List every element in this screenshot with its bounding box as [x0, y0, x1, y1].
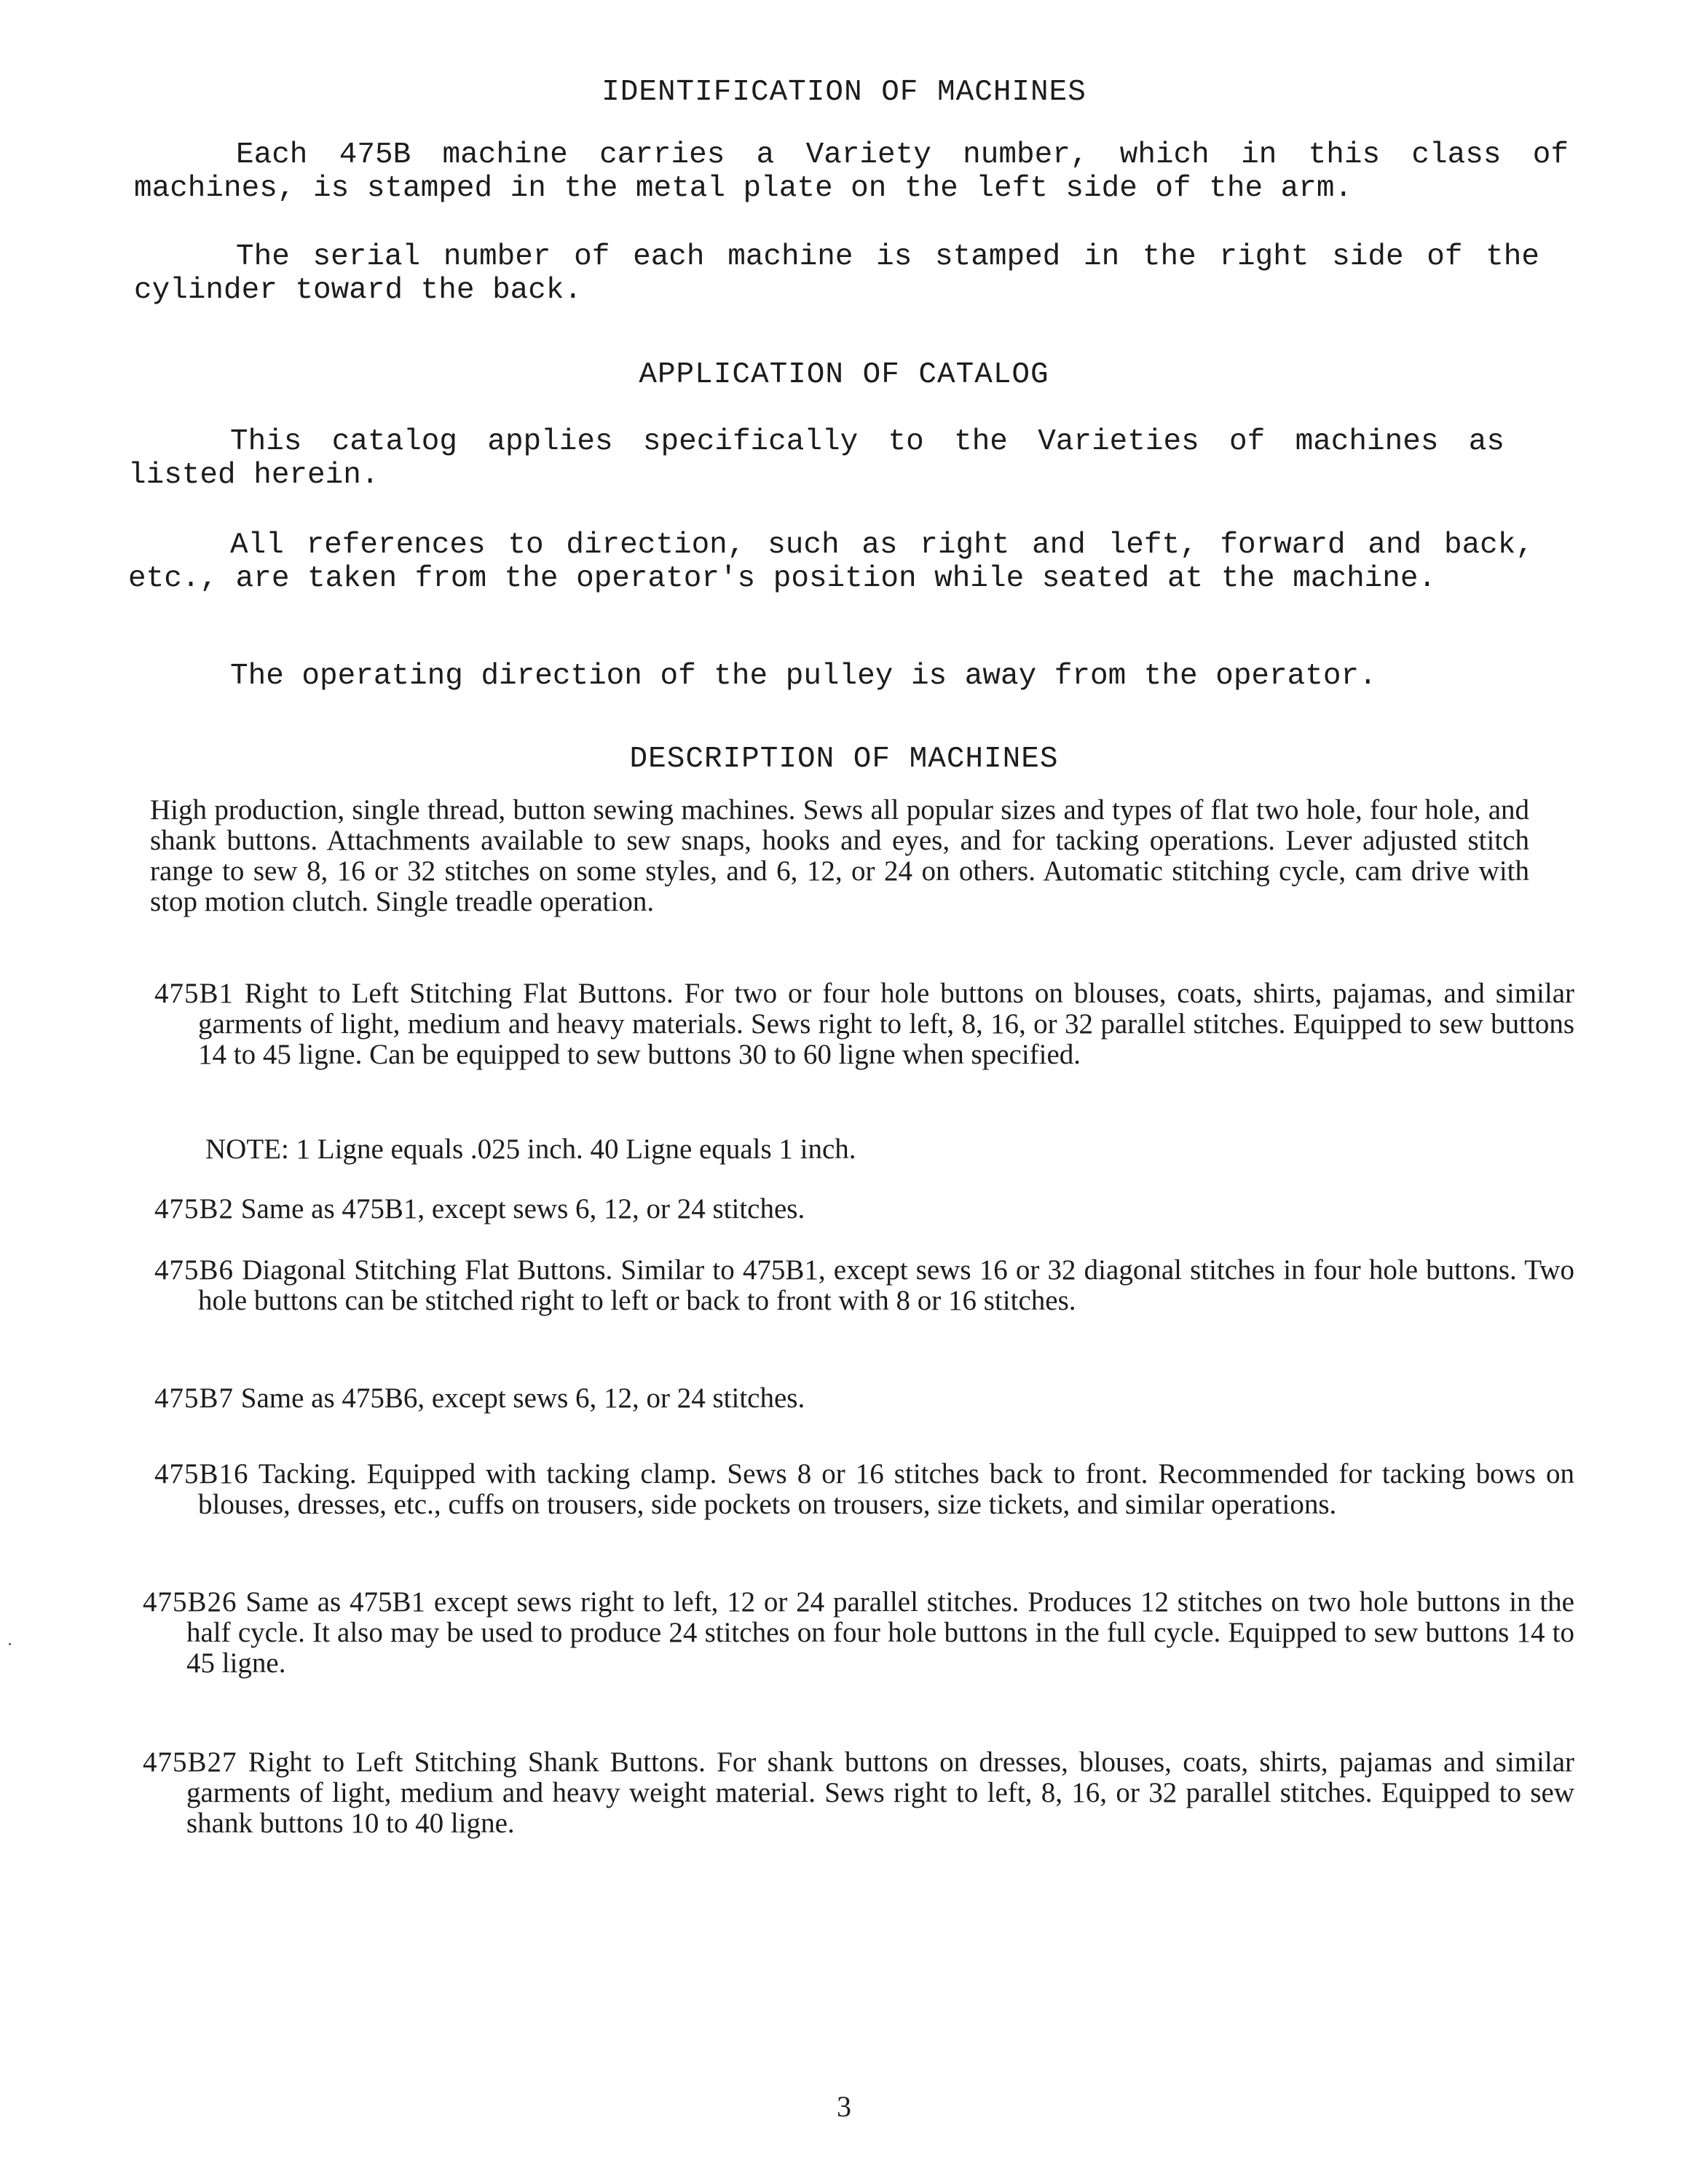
entry-475B7 [154, 1383, 1574, 1414]
identification-paragraph-1: Each 475B machine carries a Variety number, which in this class of machines, is stamped in the metal plate on the left side of the arm. [134, 138, 1569, 205]
application-paragraph-1: This catalog applies specifically to the Varieties of machines as listed herein. [128, 425, 1504, 492]
application-heading: APPLICATION OF CATALOG [639, 358, 1049, 392]
page-number: 3 [837, 2090, 851, 2123]
scan-speck [9, 1643, 11, 1645]
entry-text: NOTE: 1 Ligne equals .025 inch. 40 Ligne equals 1 inch. [205, 1133, 856, 1165]
entry-475B6 [154, 1255, 1574, 1316]
entry-text: Same as 475B1, except sews 6, 12, or 24 stitches. [240, 1193, 805, 1224]
entry-475B2 [154, 1194, 1574, 1224]
entry-text: Same as 475B1 except sews right to left, 12 or 24 parallel stitches. Produces 12 stitches on two hole buttons in the half cycle. It also may be used to produce 24 stitches on four hole buttons in the full cycle. Equipped to sew buttons 14 to 45 ligne. [186, 1586, 1574, 1679]
entry-code: 475B2 [154, 1193, 234, 1224]
entry-code: 475B7 [154, 1382, 234, 1414]
entry-475B1 [154, 978, 1574, 1070]
entry-text: Right to Left Stitching Flat Buttons. For two or four hole buttons on blouses, coats, shirts, pajamas, and similar garments of light, medium and heavy materials. Sews right to left, 8, 16, or 32 parallel stitches. Equipped to sew buttons 14 to 45 ligne. Can be equipped to sew buttons 30 to 60 ligne when specified. [198, 978, 1575, 1070]
description-heading: DESCRIPTION OF MACHINES [629, 743, 1059, 776]
entry-note [205, 1134, 1516, 1165]
entry-text: Diagonal Stitching Flat Buttons. Similar to 475B1, except sews 16 or 32 diagonal stitches in four hole buttons. Two hole buttons can be stitched right to left or back to front with 8 or 16 stitches. [198, 1254, 1575, 1316]
identification-heading: IDENTIFICATION OF MACHINES [602, 76, 1086, 109]
application-paragraph-3: The operating direction of the pulley is away from the operator. [230, 660, 1377, 693]
entry-code: 475B26 [143, 1586, 237, 1618]
entry-code: 475B6 [154, 1254, 234, 1286]
entry-475B27 [143, 1747, 1574, 1839]
description-intro: High production, single thread, button sewing machines. Sews all popular sizes and types of flat two hole, four hole, and shank buttons. Attachments available to sew snaps, hooks and eyes, and for tacking operations. Lever adjusted stitch range to sew 8, 16 or 32 stitches on some styles, and 6, 12, or 24 on others. Automatic stitching cycle, cam drive with stop motion clutch. Single treadle operation. [150, 794, 1529, 917]
entry-text: Right to Left Stitching Shank Buttons. For shank buttons on dresses, blouses, coats, shirts, pajamas and similar garments of light, medium and heavy weight material. Sews right to left, 8, 16, or 32 parallel stitches. Equipped to sew shank buttons 10 to 40 ligne. [186, 1746, 1575, 1839]
entry-code: 475B16 [154, 1458, 249, 1489]
entry-text: Same as 475B6, except sews 6, 12, or 24 stitches. [240, 1382, 805, 1414]
identification-paragraph-2: The serial number of each machine is stamped in the right side of the cylinder toward the back. [134, 240, 1539, 307]
entry-text: Tacking. Equipped with tacking clamp. Sews 8 or 16 stitches back to front. Recommended for tacking bows on blouses, dresses, etc., cuffs on trousers, side pockets on trousers, size tickets, and similar operations. [198, 1458, 1574, 1520]
entry-code: 475B27 [143, 1746, 237, 1778]
entry-code: 475B1 [154, 978, 234, 1009]
application-paragraph-2: All references to direction, such as right and left, forward and back, etc., are taken from the operator's position while seated at the machine. [128, 529, 1534, 596]
entry-475B16 [154, 1459, 1574, 1520]
entry-475B26 [143, 1587, 1574, 1679]
